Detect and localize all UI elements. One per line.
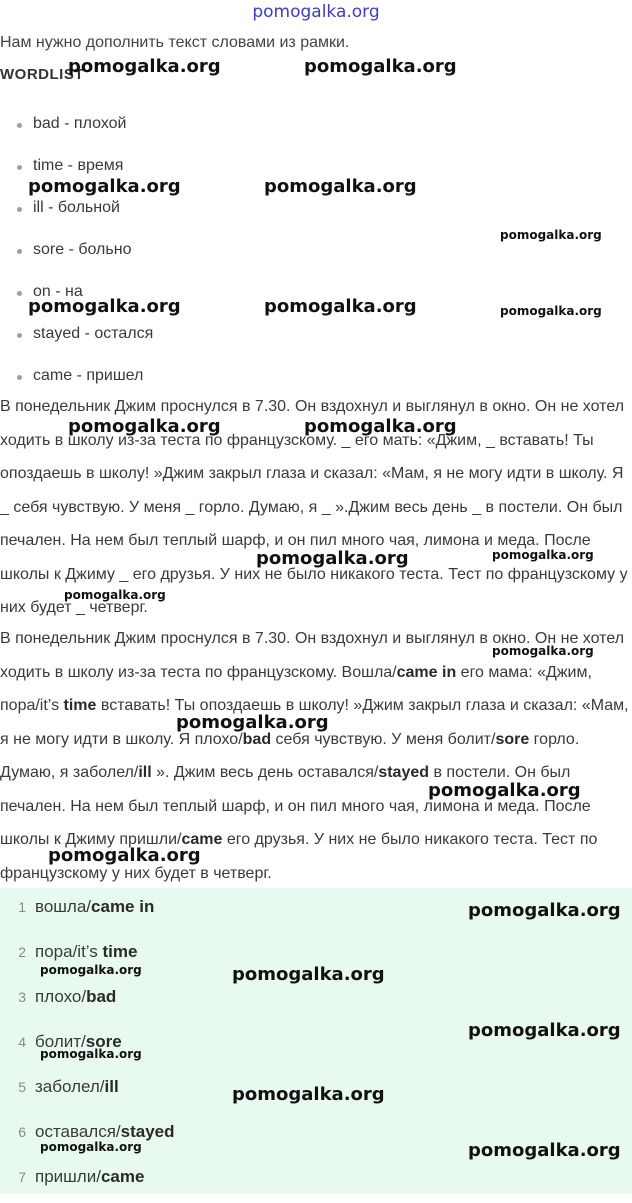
answer-english: came: [100, 1167, 145, 1186]
task-instruction: Нам нужно дополнить текст словами из рамки.: [0, 34, 350, 51]
watermark: pomogalka.org: [40, 1140, 142, 1154]
answer-russian: плохо/: [35, 987, 87, 1006]
solution-segment: в постели. Он был печален. На нем был теплый шарф, и он пил много чая, лимона и меда. После школы к Джиму пришли/: [0, 764, 591, 848]
answer-english: time: [102, 942, 138, 961]
watermark: pomogalka.org: [40, 1047, 142, 1061]
answer-number: 3: [18, 989, 26, 1005]
task-text: В понедельник Джим проснулся в 7.30. Он вздохнул и выглянул в окно. Он не хотел ходить в школу из-за теста по французскому. _ его мать: «Джим, _ вставать! Ты опоздаешь в школу! »Джим закрыл глаза и сказал: «Мам, я не могу идти в школу. Я _ себя чувствую. У меня _ горло. Думаю, я _ ».Джим весь день _ в постели. Он был печален. На нем был теплый шарф, и он пил много чая, лимона и меда. После школы к Джиму _ его друзья. У них не было никакого теста. Тест по французскому у них будет _ четверг.: [0, 398, 628, 616]
answer-number: 5: [18, 1079, 26, 1095]
watermark: pomogalka.org: [428, 780, 581, 801]
watermark: pomogalka.org: [68, 416, 221, 437]
wordlist-item: stayed - остался: [0, 318, 153, 360]
inserted-word: time: [63, 697, 97, 714]
watermark: pomogalka.org: [68, 56, 221, 77]
solution-segment: его друзья. У них не было никакого теста. Тест по французскому у них будет в четверг.: [0, 831, 598, 882]
watermark: pomogalka.org: [500, 304, 602, 318]
answer-russian: болит/: [35, 1032, 86, 1051]
solution-segment: горло. Думаю, я заболел/: [0, 730, 580, 781]
solution-segment: себя чувствую. У меня болит/: [271, 730, 496, 748]
solution-segment: В понедельник Джим проснулся в 7.30. Он вздохнул и выглянул в окно. Он не хотел ходить в школу из-за теста по французскому. Вошла/: [0, 630, 625, 681]
wordlist-item: on - на: [0, 276, 153, 318]
watermark: pomogalka.org: [304, 416, 457, 437]
answer-russian: заболел/: [35, 1077, 105, 1096]
watermark: pomogalka.org: [468, 900, 621, 921]
wordlist-title: WORDLIST: [0, 66, 84, 83]
answer-english: sore: [85, 1032, 122, 1051]
solution-segment: ». Джим весь день оставался/: [151, 764, 379, 781]
solution-segment: вставать! Ты опоздаешь в школу! »Джим закрыл глаза и сказал: «Мам, я не могу идти в школу. Я плохо/: [0, 697, 629, 748]
answer-number: 2: [18, 944, 26, 960]
watermark: pomogalka.org: [264, 296, 417, 317]
inserted-word: bad: [242, 730, 272, 748]
answer-russian: пришли/: [35, 1167, 101, 1186]
answer-russian: оставался/: [35, 1122, 121, 1141]
watermark: pomogalka.org: [500, 228, 602, 242]
wordlist-item: ill - больной: [0, 192, 153, 234]
wordlist-item: bad - плохой: [0, 108, 153, 150]
answer-number: 1: [18, 899, 26, 915]
answer-english: bad: [86, 987, 117, 1006]
answer-english: ill: [104, 1077, 119, 1096]
watermark: pomogalka.org: [28, 296, 181, 317]
answer-english: came in: [91, 897, 155, 916]
site-logo-link[interactable]: pomogalka.org: [252, 2, 380, 22]
wordlist-item: came - пришел: [0, 360, 153, 402]
watermark: pomogalka.org: [176, 712, 329, 733]
watermark: pomogalka.org: [28, 176, 181, 197]
inserted-word: ill: [138, 764, 152, 781]
watermark: pomogalka.org: [468, 1140, 621, 1161]
watermark: pomogalka.org: [264, 176, 417, 197]
inserted-word: sore: [495, 730, 530, 748]
answer-item: [0, 1158, 632, 1203]
answer-russian: пора/it’s: [35, 942, 103, 961]
answer-number: 6: [18, 1124, 26, 1140]
watermark: pomogalka.org: [468, 1020, 621, 1041]
watermark: pomogalka.org: [304, 56, 457, 77]
watermark: pomogalka.org: [492, 644, 594, 658]
answer-number: 7: [18, 1169, 26, 1185]
wordlist-item: sore - больно: [0, 234, 153, 276]
watermark: pomogalka.org: [256, 548, 409, 569]
watermark: pomogalka.org: [232, 1084, 385, 1105]
inserted-word: stayed: [378, 764, 430, 781]
wordlist-item: time - время: [0, 150, 153, 192]
watermark: pomogalka.org: [64, 588, 166, 602]
watermark: pomogalka.org: [232, 964, 385, 985]
wordlist: [0, 108, 153, 402]
answer-english: stayed: [120, 1122, 175, 1141]
inserted-word: came in: [396, 663, 457, 681]
answer-russian: вошла/: [35, 897, 92, 916]
inserted-word: came: [181, 831, 223, 848]
watermark: pomogalka.org: [492, 548, 594, 562]
answer-number: 4: [18, 1034, 26, 1050]
watermark: pomogalka.org: [48, 845, 201, 866]
solution-segment: его мама: «Джим, пора/it’s: [0, 663, 592, 714]
watermark: pomogalka.org: [40, 963, 142, 977]
